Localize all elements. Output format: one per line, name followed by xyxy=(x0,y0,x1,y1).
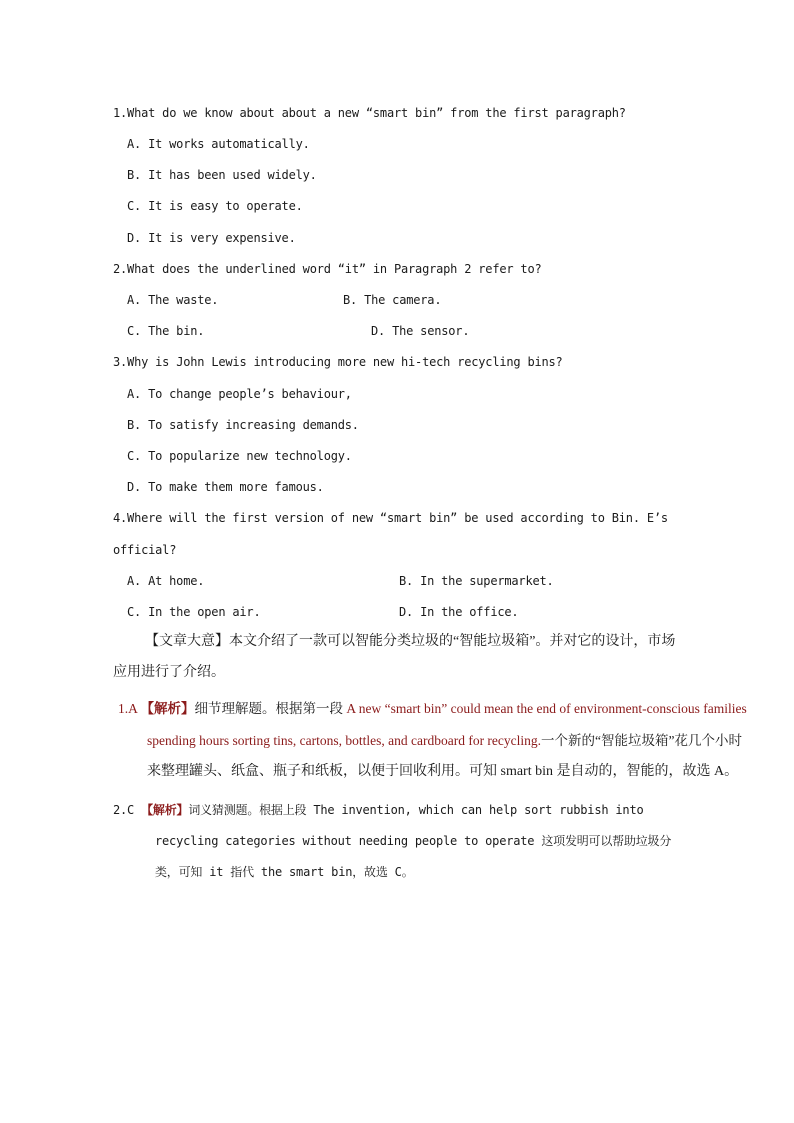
analysis-1-number: 1.A xyxy=(118,701,138,716)
analysis-1-translation-1: 一个新的“智能垃圾箱”花几个小时 xyxy=(541,733,743,748)
question-4-option-d: D. In the office. xyxy=(399,605,519,619)
question-4-stem-line2: official? xyxy=(113,543,177,557)
summary-text-1: 本文介绍了一款可以智能分类垃圾的“智能垃圾箱”。并对它的设计，市场 xyxy=(229,634,676,649)
question-1-option-b: B. It has been used widely. xyxy=(127,168,317,182)
question-4-option-b: B. In the supermarket. xyxy=(399,574,554,588)
question-3-option-b: B. To satisfy increasing demands. xyxy=(127,418,359,432)
question-2-option-c: C. The bin. xyxy=(127,324,205,338)
question-1-option-c: C. It is easy to operate. xyxy=(127,199,303,213)
analysis-1-line3: 来整理罐头、纸盒、瓶子和纸板，以便于回收利用。可知 smart bin 是自动的，智能的，故选 A。 xyxy=(147,764,739,779)
question-2-option-d: D. The sensor. xyxy=(371,324,470,338)
analysis-1-label: 【解析】 xyxy=(140,701,195,716)
summary-line2: 应用进行了介绍。 xyxy=(113,665,225,680)
analysis-1-quote-1: A new “smart bin” could mean the end of environment-conscious families xyxy=(346,701,747,716)
question-1-stem: 1.What do we know about about a new “smart bin” from the first paragraph? xyxy=(113,106,626,120)
analysis-1-lead: 细节理解题。根据第一段 xyxy=(194,701,347,716)
question-3-stem: 3.Why is John Lewis introducing more new hi-tech recycling bins? xyxy=(113,355,563,369)
analysis-1-line1 xyxy=(118,701,747,717)
question-4-option-c: C. In the open air. xyxy=(127,605,261,619)
question-3-option-d: D. To make them more famous. xyxy=(127,480,324,494)
analysis-2-line3: 类，可知 it 指代 the smart bin，故选 C。 xyxy=(155,865,414,879)
question-2-option-a: A. The waste. xyxy=(127,293,219,307)
question-4-option-a: A. At home. xyxy=(127,574,205,588)
summary-label: 【文章大意】 xyxy=(145,634,229,649)
analysis-1-line2 xyxy=(147,733,742,749)
question-1-option-a: A. It works automatically. xyxy=(127,137,310,151)
question-3-option-a: A. To change people’s behaviour, xyxy=(127,387,352,401)
question-4-stem-line1: 4.Where will the first version of new “smart bin” be used according to Bin. E’s xyxy=(113,511,668,525)
analysis-2-number: 2.C xyxy=(113,803,135,817)
analysis-2-line1 xyxy=(113,802,644,818)
analysis-2-line2: recycling categories without needing people to operate 这项发明可以帮助垃圾分 xyxy=(155,834,672,848)
question-2-stem: 2.What does the underlined word “it” in Paragraph 2 refer to? xyxy=(113,262,542,276)
summary-line1 xyxy=(145,634,675,650)
analysis-2-text-1: 词义猜测题。根据上段 The invention, which can help sort rubbish into xyxy=(188,803,644,817)
analysis-1-quote-2: spending hours sorting tins, cartons, bottles, and cardboard for recycling. xyxy=(147,733,542,748)
question-1-option-d: D. It is very expensive. xyxy=(127,231,296,245)
question-2-option-b: B. The camera. xyxy=(343,293,442,307)
question-3-option-c: C. To popularize new technology. xyxy=(127,449,352,463)
analysis-2-label: 【解析】 xyxy=(141,803,189,817)
